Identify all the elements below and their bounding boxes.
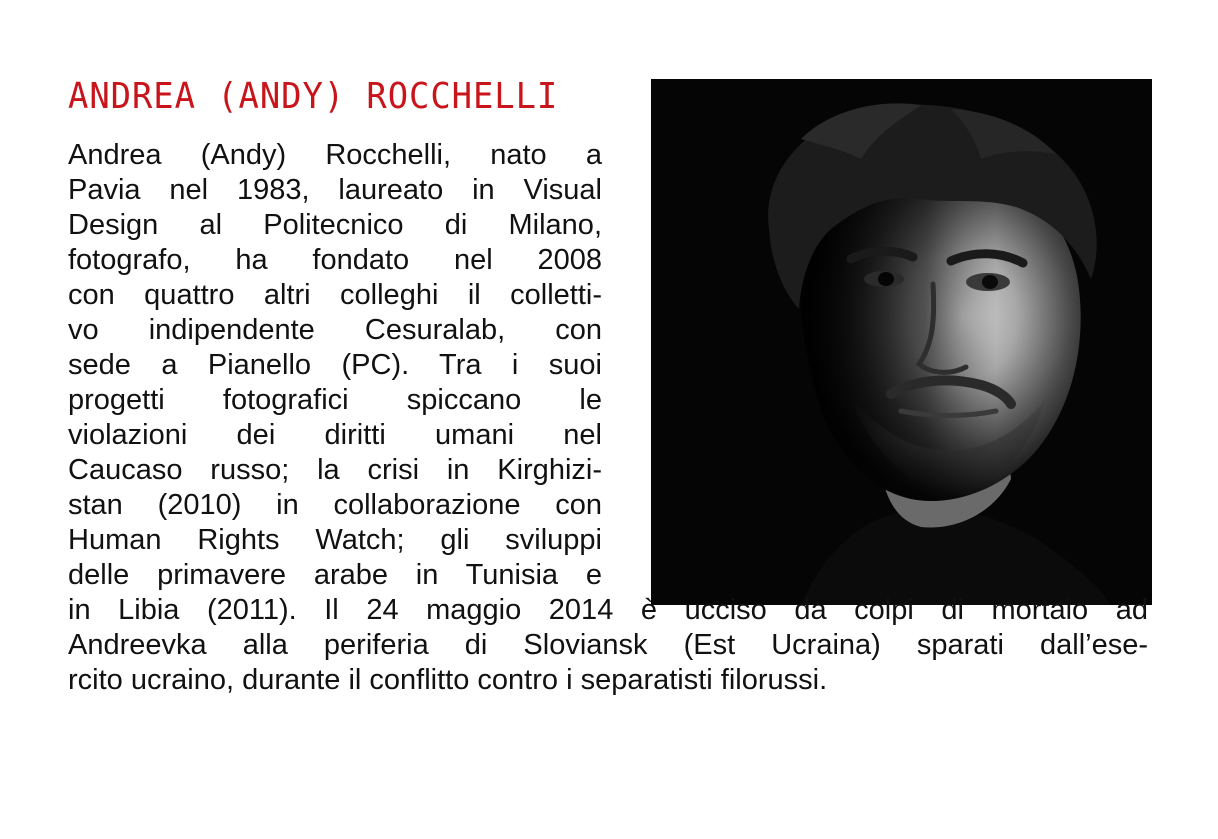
article-title: ANDREA (ANDY) ROCCHELLI <box>68 76 559 117</box>
body-line: sede a Pianello (PC). Tra i suoi <box>68 349 602 381</box>
body-line: Andrea (Andy) Rocchelli, nato a <box>68 139 602 171</box>
body-line: Andreevka alla periferia di Sloviansk (Est Ucraina) sparati dall’ese- <box>68 629 1148 661</box>
body-line: Human Rights Watch; gli sviluppi <box>68 524 602 556</box>
body-line: con quattro altri colleghi il colletti- <box>68 279 602 311</box>
body-line: stan (2010) in collaborazione con <box>68 489 602 521</box>
body-line: vo indipendente Cesuralab, con <box>68 314 602 346</box>
body-line: Pavia nel 1983, laureato in Visual <box>68 174 602 206</box>
body-line: in Libia (2011). Il 24 maggio 2014 è ucciso da colpi di mortaio ad <box>68 594 1148 626</box>
body-line: violazioni dei diritti umani nel <box>68 419 602 451</box>
body-line: fotografo, ha fondato nel 2008 <box>68 244 602 276</box>
body-line: rcito ucraino, durante il conflitto contro i separatisti filorussi. <box>68 664 828 696</box>
body-line: Design al Politecnico di Milano, <box>68 209 602 241</box>
article-body <box>68 138 1148 698</box>
body-line: progetti fotografici spiccano le <box>68 384 602 416</box>
body-line: delle primavere arabe in Tunisia e <box>68 559 602 591</box>
body-line: Caucaso russo; la crisi in Kirghizi- <box>68 454 602 486</box>
